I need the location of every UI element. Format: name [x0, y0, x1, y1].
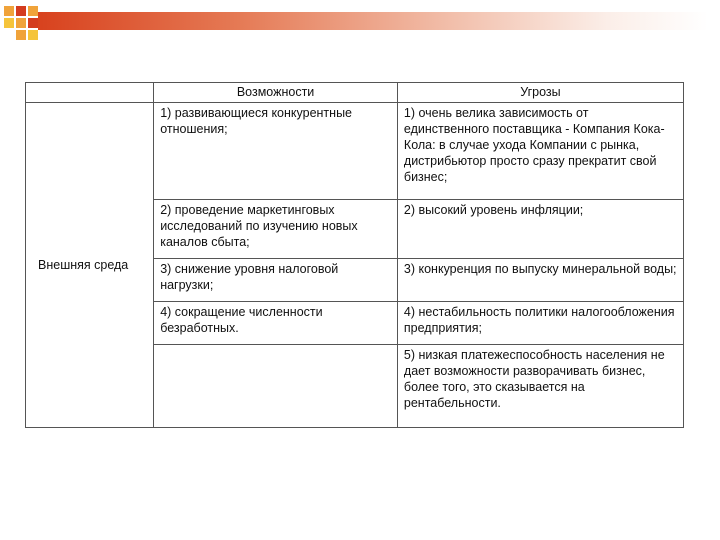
header-opportunities: Возможности — [154, 83, 398, 103]
logo-square-orange-3 — [16, 18, 26, 28]
logo-square-orange-4 — [16, 30, 26, 40]
opportunity-cell — [154, 344, 398, 427]
opportunity-cell: 3) снижение уровня налоговой нагрузки; — [154, 258, 398, 301]
header-threats: Угрозы — [397, 83, 683, 103]
swot-table — [25, 82, 684, 428]
threat-cell: 1) очень велика зависимость от единственного поставщика - Компания Кока-Кола: в случае ухода Компании с рынка, дистрибьютор просто сразу прекратит свой бизнес; — [397, 102, 683, 199]
logo-square-red-2 — [28, 18, 38, 28]
table-row — [26, 102, 684, 199]
logo-square-orange-1 — [4, 6, 14, 16]
logo-square-yellow-2 — [28, 30, 38, 40]
opportunity-cell: 4) сокращение численности безработных. — [154, 301, 398, 344]
header-gradient-bar — [38, 12, 708, 30]
threat-cell: 5) низкая платежеспособность населения не дает возможности разворачивать бизнес, более того, это сказывается на рентабельности. — [397, 344, 683, 427]
logo-square-yellow-1 — [4, 18, 14, 28]
logo-square-orange-2 — [28, 6, 38, 16]
opportunity-cell: 2) проведение маркетинговых исследований по изучению новых каналов сбыта; — [154, 199, 398, 258]
corner-cell — [26, 83, 154, 103]
table-header-row — [26, 83, 684, 103]
row-label-external: Внешняя среда — [26, 102, 154, 427]
logo-square-red-1 — [16, 6, 26, 16]
opportunity-cell: 1) развивающиеся конкурентные отношения; — [154, 102, 398, 199]
threat-cell: 4) нестабильность политики налогообложения предприятия; — [397, 301, 683, 344]
threat-cell: 2) высокий уровень инфляции; — [397, 199, 683, 258]
threat-cell: 3) конкуренция по выпуску минеральной воды; — [397, 258, 683, 301]
